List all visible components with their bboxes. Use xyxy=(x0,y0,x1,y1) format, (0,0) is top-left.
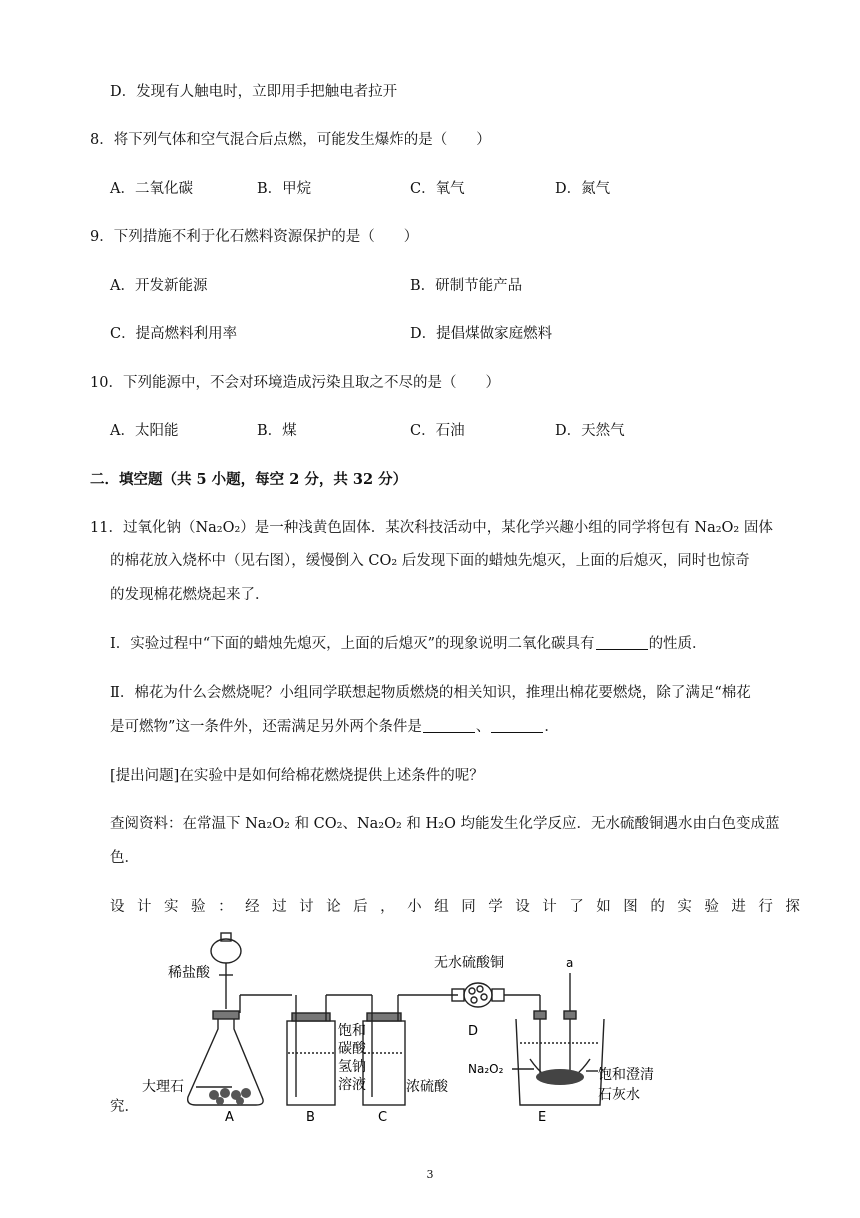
design-char: 探 xyxy=(785,899,800,915)
q11-part-2-line-1: Ⅱ．棉花为什么会燃烧呢？小组同学联想起物质燃烧的相关知识，推理出棉花要燃烧，除了满足“棉花 xyxy=(110,685,751,701)
q8-option-b: B．甲烷 xyxy=(257,181,312,197)
section-2-title: 二．填空题（共 5 小题，每空 2 分，共 32 分） xyxy=(90,471,408,488)
label-limewater-2: 石灰水 xyxy=(598,1087,640,1103)
design-char: 行 xyxy=(758,899,773,915)
q11-part-2-text: 是可燃物”这一条件外，还需满足另外两个条件是 xyxy=(110,719,422,735)
q11-design-line xyxy=(110,897,800,917)
q11-part-2-sep: 、 xyxy=(475,719,491,735)
label-nahco3-4: 溶液 xyxy=(338,1077,366,1093)
label-marble: 大理石 xyxy=(142,1079,184,1095)
q9-option-a: A．开发新能源 xyxy=(110,278,208,294)
letter-b: B xyxy=(306,1110,315,1125)
q11-question: [提出问题]在实验中是如何给棉花燃烧提供上述条件的呢？ xyxy=(110,768,484,784)
design-char: 的 xyxy=(650,899,665,915)
design-char: 设 xyxy=(110,899,125,915)
q11-part-2-line-2 xyxy=(110,717,559,737)
design-char: 同 xyxy=(461,899,476,915)
letter-a: A xyxy=(225,1110,234,1125)
design-char: 学 xyxy=(488,899,503,915)
q8-option-a: A．二氧化碳 xyxy=(110,181,193,197)
q11-line-3: 的发现棉花燃烧起来了． xyxy=(110,587,270,603)
letter-e: E xyxy=(538,1110,547,1125)
q9-stem: 9．下列措施不利于化石燃料资源保护的是（ ） xyxy=(90,229,419,245)
design-char: 验 xyxy=(191,899,206,915)
design-char: 设 xyxy=(515,899,530,915)
q10-option-c: C．石油 xyxy=(410,423,465,439)
design-char: 组 xyxy=(434,899,449,915)
design-char: 进 xyxy=(731,899,746,915)
label-na2o2: Na₂O₂ xyxy=(468,1062,504,1076)
design-char: 如 xyxy=(596,899,611,915)
q9-option-c: C．提高燃料利用率 xyxy=(110,326,238,342)
marble-pieces xyxy=(209,1088,251,1105)
design-char: 过 xyxy=(272,899,287,915)
design-char: 了 xyxy=(569,899,584,915)
q11-part-2-end: ． xyxy=(544,719,559,735)
q11-info-line-2: 色． xyxy=(110,850,139,866)
q8-option-c: C．氧气 xyxy=(410,181,465,197)
design-char: 计 xyxy=(137,899,152,915)
q11-line-1: 11．过氧化钠（Na₂O₂）是一种浅黄色固体．某次科技活动中，某化学兴趣小组的同学将包有 Na₂O₂ 固体 xyxy=(90,520,773,536)
design-char: ： xyxy=(218,899,233,915)
answer-blank-1[interactable] xyxy=(596,635,648,650)
design-char: 实 xyxy=(164,899,179,915)
label-nahco3-3: 氢钠 xyxy=(338,1059,366,1075)
design-char: 验 xyxy=(704,899,719,915)
q11-line-2: 的棉花放入烧杯中（见右图），缓慢倒入 CO₂ 后发现下面的蜡烛先熄灭，上面的后熄灭，同时也惊奇 xyxy=(110,553,750,569)
label-cuso4: 无水硫酸铜 xyxy=(434,955,504,971)
label-nahco3-1: 饱和 xyxy=(338,1023,366,1039)
q11-design-end: 究． xyxy=(110,1099,139,1115)
design-char: 实 xyxy=(677,899,692,915)
q7-option-d: D．发现有人触电时，立即用手把触电者拉开 xyxy=(110,84,398,100)
design-char: 论 xyxy=(326,899,341,915)
answer-blank-3[interactable] xyxy=(491,718,543,733)
design-char: 小 xyxy=(407,899,422,915)
q9-option-b: B．研制节能产品 xyxy=(410,278,523,294)
q9-option-d: D．提倡煤做家庭燃料 xyxy=(410,326,553,342)
letter-c: C xyxy=(378,1110,388,1125)
label-limewater-1: 饱和澄清 xyxy=(598,1067,654,1083)
experiment-apparatus-diagram xyxy=(0,925,860,1125)
letter-d: D xyxy=(468,1024,479,1039)
label-nahco3-2: 碳酸 xyxy=(338,1041,366,1057)
q11-info-line-1: 查阅资料：在常温下 Na₂O₂ 和 CO₂、Na₂O₂ 和 H₂O 均能发生化学反应．无水硫酸铜遇水由白色变成蓝 xyxy=(110,816,780,832)
q10-option-b: B．煤 xyxy=(257,423,297,439)
q8-option-d: D．氮气 xyxy=(555,181,611,197)
q11-part-1-end: 的性质． xyxy=(648,636,707,652)
design-char: ， xyxy=(380,899,395,915)
q10-stem: 10．下列能源中，不会对环境造成污染且取之不尽的是（ ） xyxy=(90,375,500,391)
q10-option-a: A．太阳能 xyxy=(110,423,179,439)
na2o2-cotton xyxy=(536,1069,584,1085)
design-char: 计 xyxy=(542,899,557,915)
design-char: 经 xyxy=(245,899,260,915)
label-acid: 稀盐酸 xyxy=(168,965,210,981)
q8-stem: 8．将下列气体和空气混合后点燃，可能发生爆炸的是（ ） xyxy=(90,132,491,148)
q10-option-d: D．天然气 xyxy=(555,423,625,439)
answer-blank-2[interactable] xyxy=(423,718,475,733)
q11-part-1 xyxy=(110,634,707,654)
design-char: 图 xyxy=(623,899,638,915)
page-number: 3 xyxy=(426,1168,434,1181)
design-char: 后 xyxy=(353,899,368,915)
label-a: a xyxy=(566,956,574,970)
design-char: 讨 xyxy=(299,899,314,915)
label-h2so4: 浓硫酸 xyxy=(406,1079,448,1095)
q11-part-1-text: Ⅰ．实验过程中“下面的蜡烛先熄灭，上面的后熄灭”的现象说明二氧化碳具有 xyxy=(110,636,595,652)
